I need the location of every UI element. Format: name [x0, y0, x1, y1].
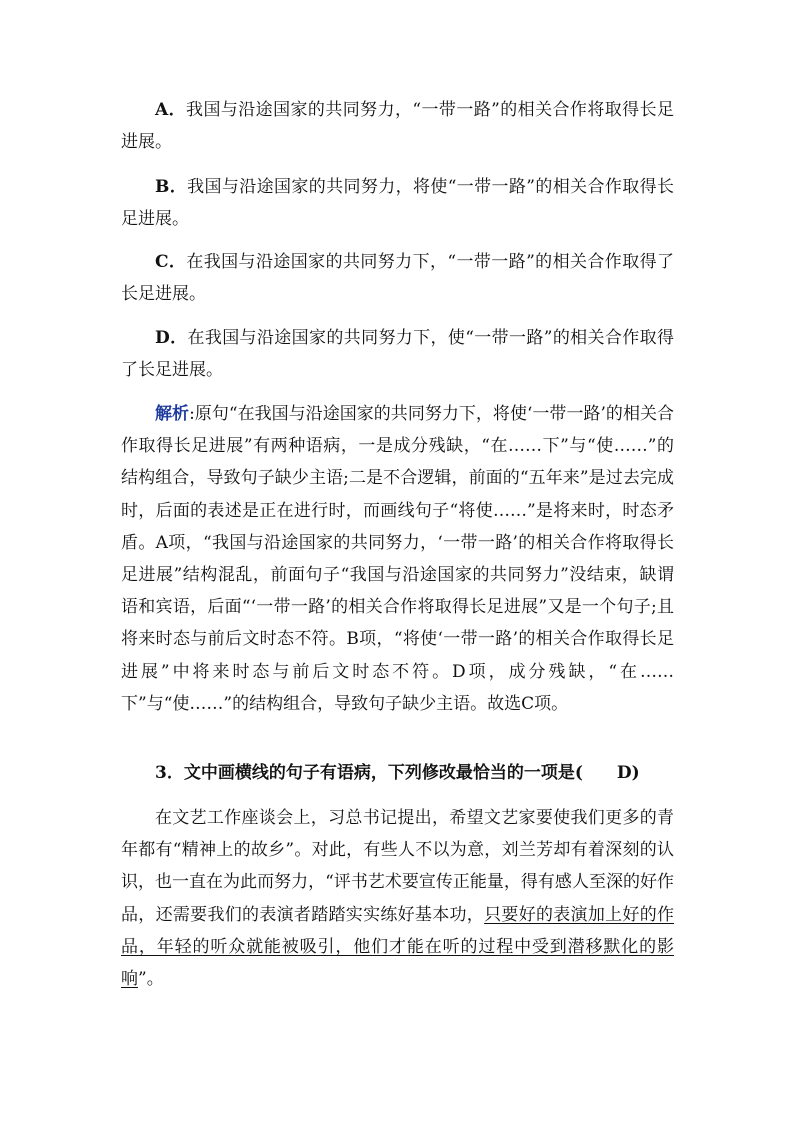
option-c-label: C． — [155, 252, 187, 272]
option-a-text: 我国与沿途国家的共同努力，“一带一路”的相关合作将取得长足进展。 — [121, 100, 674, 153]
option-a-label: A． — [155, 100, 187, 120]
option-d-label: D． — [155, 328, 188, 348]
question-3-close: ) — [631, 763, 640, 783]
option-b-label: B． — [155, 177, 188, 197]
underlined-sentence: 只要好的表演加上好的作品，年轻的听众就能被吸引，他们才能在听的过程中受到潜移默化的影响 — [121, 904, 675, 990]
analysis-label: 解析 — [155, 404, 190, 424]
passage-ending: ”。 — [138, 969, 164, 990]
option-c-text: 在我国与沿途国家的共同努力下，“一带一路”的相关合作取得了长足进展。 — [121, 252, 674, 305]
analysis-text: :原句“在我国与沿途国家的共同努力下，将使‘一带一路’的相关合作取得长足进展”有两种语病，一是成分残缺，“在……下”与“使……”的结构组合，导致句子缺少主语;二是不合逻辑，前面的“五年来”是过去完成时，后面的表述是正在进行时，而画线句子“将使……”是将来时，时态矛盾。A项，“我国与沿途国家的共同努力，‘一带一路’的相关合作将取得长足进展”结构混乱，前面句子“我国与沿途国家的共同努力”没结束，缺谓语和宾语，后面“‘一带一路’的相关合作将取得长足进展”又是一个句子;且将来时态与前后文时态不符。B项，“将使‘一带一路’的相关合作取得长足进展”中将来时态与前后文时态不符。D项，成分残缺，“在……下”与“使……”的结构组合，导致句子缺少主语。故选C项。 — [121, 404, 675, 714]
question-3-passage — [121, 802, 674, 995]
passage-text: 在文艺工作座谈会上，习总书记提出，希望文艺家要使我们更多的青年都有“精神上的故乡”。对此，有些人不以为意，刘兰芳却有着深刻的认识，也一直在为此而努力，“评书艺术要宣传正能量，得有感人至深的好作品，还需要我们的表演者踏踏实实练好基本功， — [121, 808, 674, 925]
option-a — [121, 94, 674, 158]
analysis-paragraph — [121, 398, 674, 720]
option-d-text: 在我国与沿途国家的共同努力下，使“一带一路”的相关合作取得了长足进展。 — [121, 328, 674, 381]
question-3-answer: D — [616, 763, 632, 783]
option-b — [121, 171, 674, 235]
option-b-text: 我国与沿途国家的共同努力，将使“一带一路”的相关合作取得长足进展。 — [121, 177, 674, 230]
option-c — [121, 246, 674, 310]
option-d — [121, 322, 674, 386]
question-3 — [121, 757, 674, 789]
question-3-stem: 3．文中画横线的句子有语病，下列修改最恰当的一项是( — [155, 763, 583, 783]
